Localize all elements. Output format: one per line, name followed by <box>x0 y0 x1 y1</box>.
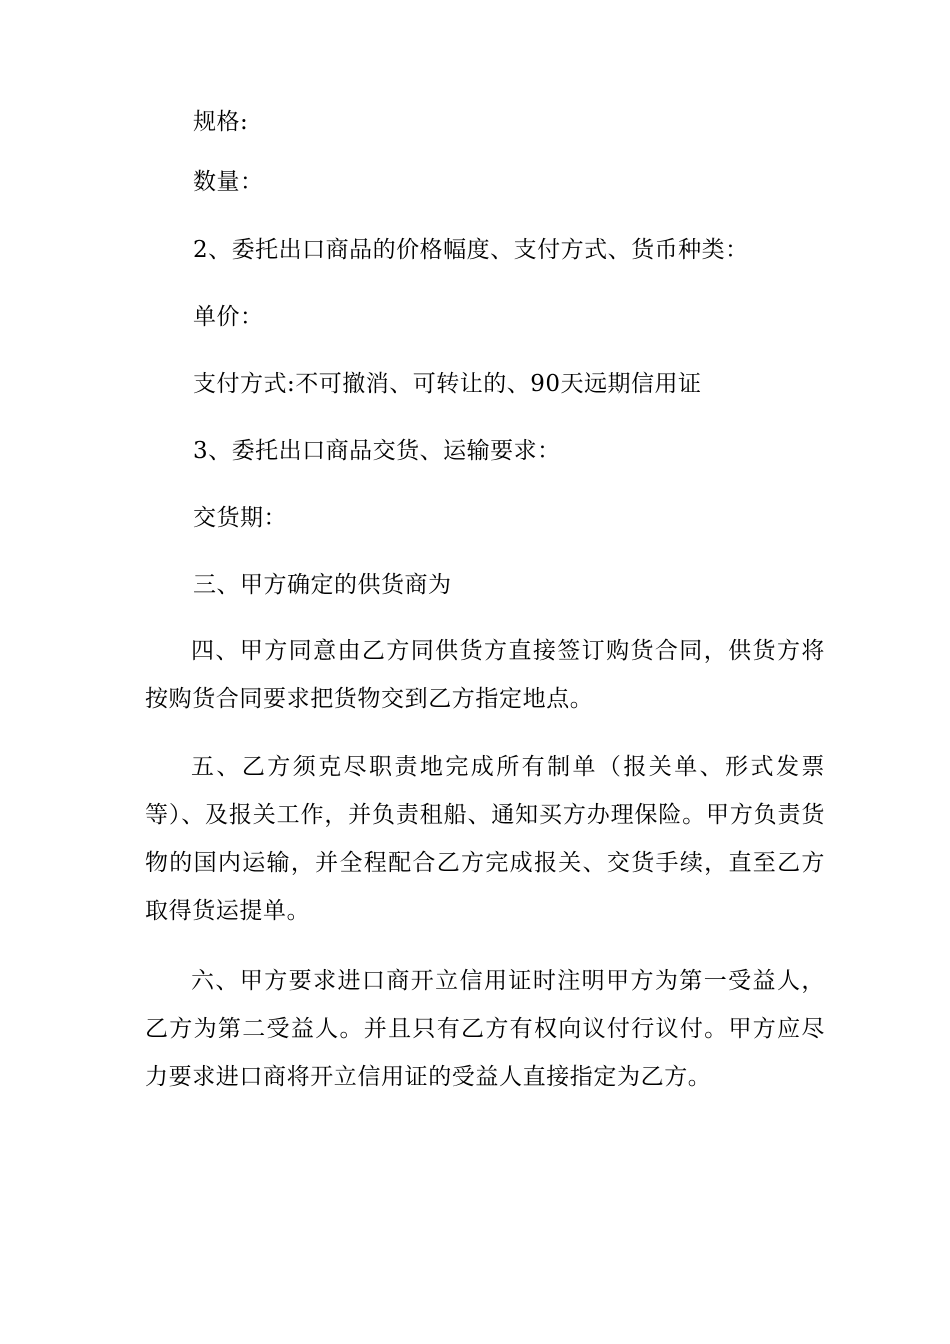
clause-five: 五、乙方须克尽职责地完成所有制单（报关单、形式发票等）、及报关工作，并负责租船、通知买方办理保险。甲方负责货物的国内运输，并全程配合乙方完成报关、交货手续，直至乙方取得货运提单。 <box>145 754 825 924</box>
supplier-clause: 三、甲方确定的供货商为 <box>193 572 452 598</box>
delivery-requirements-heading: 3、委托出口商品交货、运输要求： <box>193 438 561 464</box>
unit-price-line: 单价： <box>193 304 264 330</box>
spec-line: 规格: <box>193 109 249 135</box>
payment-method-line: 支付方式:不可撤消、可转让的、90天远期信用证 <box>193 371 702 397</box>
quantity-line: 数量： <box>193 169 264 195</box>
clause-four: 四、甲方同意由乙方同供货方直接签订购货合同，供货方将按购货合同要求把货物交到乙方指定地点。 <box>145 638 825 712</box>
price-range-heading: 2、委托出口商品的价格幅度、支付方式、货币种类： <box>193 237 749 263</box>
clause-six: 六、甲方要求进口商开立信用证时注明甲方为第一受益人，乙方为第二受益人。并且只有乙方有权向议付行议付。甲方应尽力要求进口商将开立信用证的受益人直接指定为乙方。 <box>145 968 825 1090</box>
delivery-period-line: 交货期： <box>193 505 287 531</box>
